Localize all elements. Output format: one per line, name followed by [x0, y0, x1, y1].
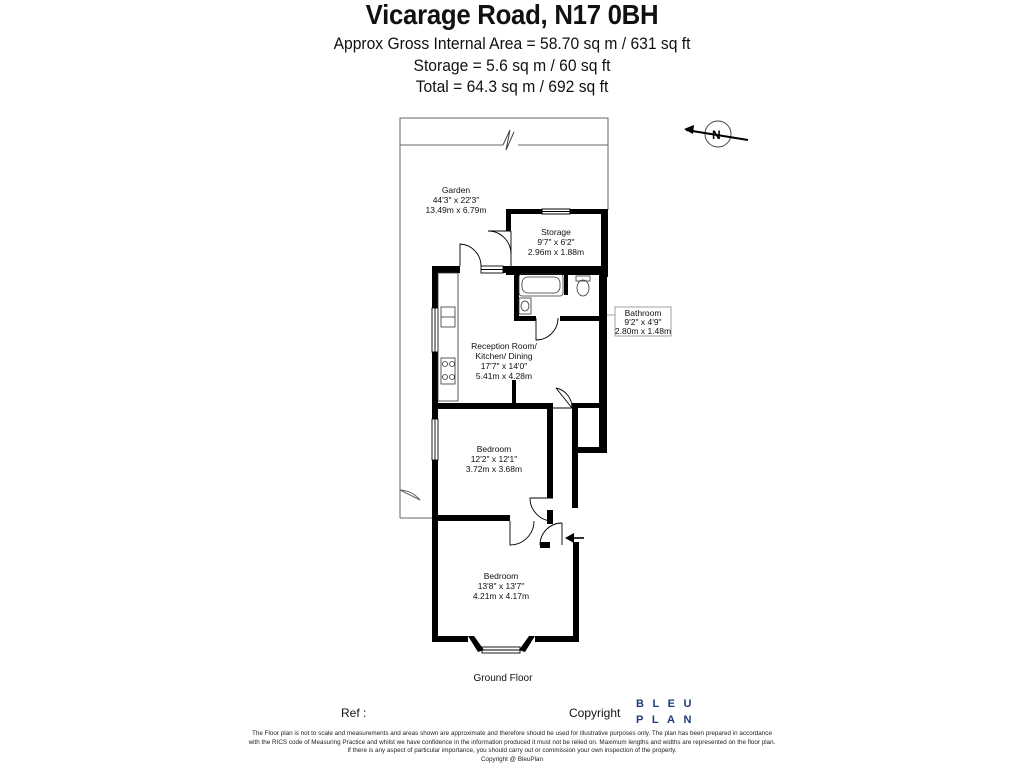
disclaimer-line3: If there is any aspect of particular importance, you should carry out or commission your own inspection of the property.: [347, 747, 677, 755]
bedroom1-imperial: 12'2" x 12'1": [470, 454, 518, 464]
bedroom1-metric: 3.72m x 3.68m: [465, 464, 523, 474]
bedroom2-name: Bedroom: [483, 571, 519, 581]
entrance-arrow: [565, 533, 584, 543]
disclaimer-line4: Copyright @ BleuPlan: [480, 755, 544, 763]
bay-window: [482, 647, 520, 653]
reception-imperial: 17'7" x 14'0": [480, 361, 528, 371]
bedroom2-metric: 4.21m x 4.17m: [472, 591, 530, 601]
floor-label: Ground Floor: [473, 673, 533, 684]
bathroom-fittings: [519, 274, 590, 314]
reception-metric: 5.41m x 4.28m: [475, 371, 533, 381]
garden-imperial: 44'3" x 22'3": [432, 195, 480, 205]
disclaimer-line1: The Floor plan is not to scale and measurements and areas shown are approximate and therefore should be used for illustrative purposes only. The plan has been prepared in accordance: [252, 730, 772, 737]
storage-imperial: 9'7" x 6'2": [537, 237, 575, 247]
bathroom-metric: 2.80m x 1.48m: [614, 326, 672, 336]
compass-icon: [684, 121, 748, 147]
property-title: Vicarage Road, N17 0BH: [365, 0, 659, 30]
bathroom-name: Bathroom: [624, 308, 662, 318]
disclaimer-line2: with the RICS code of Measuring Practice and whilst we have confidence in the information produced it must not be relied on. Maximum lengths and widths are represented on the floor plan.: [248, 738, 776, 746]
copyright-label: Copyright: [569, 706, 621, 720]
compass-north-label: N: [712, 128, 721, 142]
garden-name: Garden: [441, 185, 471, 195]
reception-name-line2: Kitchen/ Dining: [475, 351, 533, 361]
storage-window: [542, 209, 570, 214]
logo-line1: BLEU: [636, 698, 700, 710]
bedroom2-imperial: 13'8" x 13'7": [477, 581, 525, 591]
window-top-reception: [481, 266, 503, 273]
storage-name: Storage: [541, 227, 571, 237]
total-area: Total = 64.3 sq m / 692 sq ft: [415, 77, 609, 96]
garden-metric: 13.49m x 6.79m: [425, 205, 487, 215]
disclaimer: [200, 730, 824, 764]
kitchen-units: [438, 273, 458, 401]
storage-metric: 2.96m x 1.88m: [527, 247, 585, 257]
logo-line2: PLAN: [636, 714, 700, 726]
window-left-reception: [432, 308, 438, 352]
bleuplan-logo: [636, 696, 698, 728]
window-left-bedroom: [432, 419, 438, 460]
bathroom-imperial: 9'2" x 4'9": [624, 317, 662, 327]
storage-area: Storage = 5.6 sq m / 60 sq ft: [413, 56, 611, 75]
storage-door: [488, 231, 511, 270]
ref-label: Ref :: [341, 706, 367, 720]
bedroom1-name: Bedroom: [476, 444, 512, 454]
reception-name-line1: Reception Room/: [471, 341, 537, 351]
gross-internal-area: Approx Gross Internal Area = 58.70 sq m / 631 sq ft: [333, 34, 691, 53]
